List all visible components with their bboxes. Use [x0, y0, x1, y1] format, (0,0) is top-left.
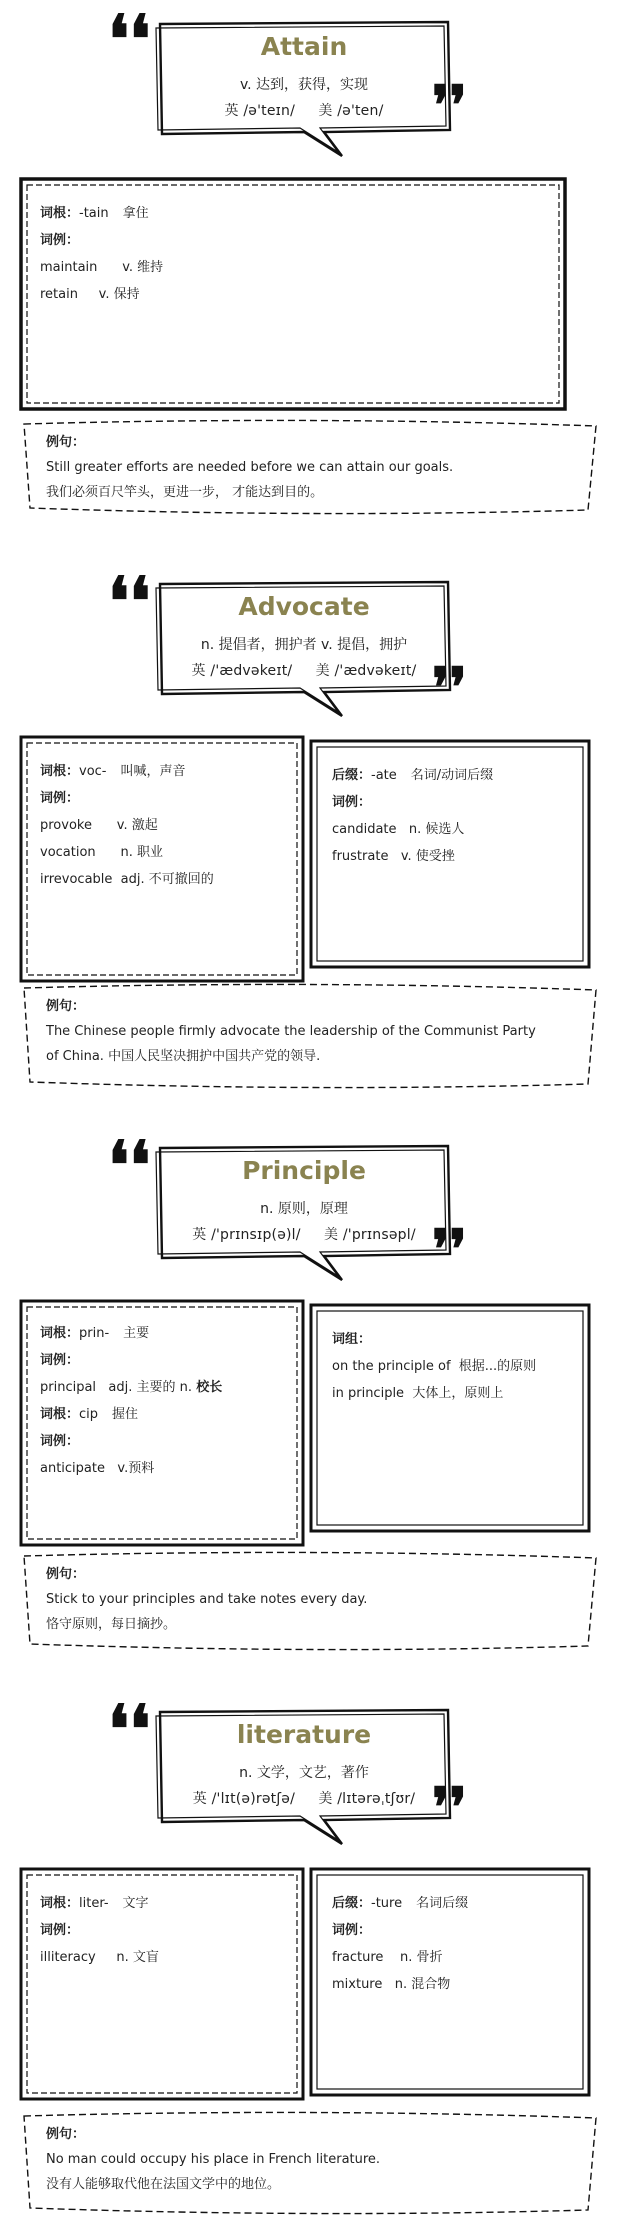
root-meaning: 握住 — [112, 1407, 139, 1422]
quote-close-icon: ❜❜ — [432, 1217, 467, 1281]
sentence-label: 例句： — [46, 1567, 86, 1582]
root-meaning: 文字 — [122, 1896, 149, 1911]
word-phonetics — [154, 1788, 454, 1808]
example-item: provoke v. 激起 — [40, 818, 158, 833]
example-item: retain v. 保持 — [40, 287, 140, 302]
example-item: maintain v. 维持 — [40, 260, 164, 275]
word-phonetics — [154, 100, 454, 120]
sentence-en: No man could occupy his place in French literature. — [46, 2152, 381, 2167]
example-item-bold: 校长 — [196, 1380, 223, 1395]
word-definition: n. 原则，原理 — [260, 1201, 348, 1217]
quote-open-icon: ❛❛ — [108, 1126, 151, 1204]
phrase-label: 词组： — [332, 1332, 372, 1347]
example-item: candidate n. 候选人 — [332, 822, 465, 837]
suffix-label: 后缀： — [332, 768, 372, 783]
word-header-box — [154, 1706, 454, 1828]
word-header-box — [154, 578, 454, 700]
suffix-value: -ture — [371, 1896, 403, 1911]
root-value: voc- — [79, 764, 107, 779]
example-item: fracture n. 骨折 — [332, 1950, 443, 1965]
suffix-meaning: 名词后缀 — [416, 1896, 469, 1911]
examples-label: 词例： — [332, 1923, 372, 1938]
suffix-box — [308, 738, 594, 972]
root-meaning: 拿住 — [122, 206, 149, 221]
phrase-item: in principle 大体上，原则上 — [332, 1386, 504, 1401]
word-definition: v. 达到，获得，实现 — [239, 77, 369, 93]
suffix-label: 后缀： — [332, 1896, 372, 1911]
phonetic-us: /ə'ten/ — [337, 103, 384, 119]
phrase-item: on the principle of 根据...的原则 — [332, 1359, 537, 1374]
examples-label: 词例： — [40, 791, 80, 806]
sentence-en: Still greater efforts are needed before we can attain our goals. — [46, 460, 454, 475]
example-item: principal adj. 主要的 n. — [40, 1380, 193, 1395]
phonetic-uk: /'prɪnsɪp(ə)l/ — [211, 1227, 301, 1243]
sentence-en: The Chinese people firmly advocate the leadership of the Communist Party — [46, 1024, 536, 1039]
root-value: -tain — [79, 206, 109, 221]
examples-label: 词例： — [332, 795, 372, 810]
sentence-box — [16, 418, 604, 518]
word-phonetics — [154, 660, 454, 680]
examples-label: 词例： — [40, 1353, 80, 1368]
word-title: Principle — [242, 1156, 366, 1185]
root-value: liter- — [79, 1896, 109, 1911]
phonetic-uk-label: 英 — [192, 1227, 207, 1243]
sentence-label: 例句： — [46, 999, 86, 1014]
quote-close-icon: ❜❜ — [432, 1775, 467, 1839]
root-label: 词根： — [40, 1407, 80, 1422]
phonetic-uk: /'lɪt(ə)rətʃə/ — [211, 1791, 296, 1807]
root-meaning: 主要 — [123, 1326, 150, 1341]
quote-close-icon: ❜❜ — [432, 655, 467, 719]
sentence-label: 例句： — [46, 435, 86, 450]
phonetic-uk: /ə'teɪn/ — [243, 103, 296, 119]
root-box — [18, 176, 570, 414]
quote-open-icon: ❛❛ — [108, 0, 151, 78]
root-label: 词根： — [40, 764, 80, 779]
phonetic-us-label: 美 — [315, 663, 330, 679]
example-item: vocation n. 职业 — [40, 845, 163, 860]
word-card-principle — [0, 1126, 618, 1686]
quote-close-icon: ❜❜ — [432, 73, 467, 137]
word-card-advocate — [0, 562, 618, 1122]
sentence-box — [16, 982, 604, 1092]
word-definition: n. 文学，文艺，著作 — [239, 1765, 369, 1781]
sentence-zh: 我们必须百尺竿头，更进一步， 才能达到目的。 — [46, 485, 324, 500]
phonetic-us: /'ædvəkeɪt/ — [334, 663, 417, 679]
suffix-meaning: 名词/动词后缀 — [410, 768, 494, 783]
sentence-label: 例句： — [46, 2127, 86, 2142]
example-item: frustrate v. 使受挫 — [332, 849, 455, 864]
word-title: literature — [236, 1720, 372, 1749]
sentence-box — [16, 2110, 604, 2218]
root-value: prin- — [79, 1326, 110, 1341]
examples-label: 词例： — [40, 1923, 80, 1938]
phonetic-uk-label: 英 — [192, 1791, 207, 1807]
phonetic-us: /'prɪnsəpl/ — [342, 1227, 416, 1243]
sentence-zh: 中国人民坚决拥护中国共产党的领导. — [108, 1049, 321, 1064]
root-box — [18, 1866, 308, 2104]
root-meaning: 叫喊，声音 — [120, 764, 186, 779]
examples-label: 词例： — [40, 233, 80, 248]
example-item: illiteracy n. 文盲 — [40, 1950, 159, 1965]
phonetic-uk-label: 英 — [191, 663, 206, 679]
root-value: cip — [79, 1407, 99, 1422]
root-box — [18, 1298, 308, 1550]
sentence-zh: 没有人能够取代他在法国文学中的地位。 — [46, 2177, 281, 2192]
word-phonetics — [154, 1224, 454, 1244]
phonetic-uk: /'ædvəkeɪt/ — [210, 663, 293, 679]
phonetic-uk-label: 英 — [224, 103, 239, 119]
word-header-box — [154, 18, 454, 140]
example-item: anticipate v.预料 — [40, 1461, 155, 1476]
phonetic-us-label: 美 — [318, 1791, 333, 1807]
suffix-box — [308, 1866, 594, 2100]
word-title: Advocate — [238, 592, 370, 621]
root-label: 词根： — [40, 1326, 80, 1341]
phrase-box — [308, 1302, 594, 1536]
sentence-en-cont: of China. — [46, 1049, 104, 1064]
word-definition: n. 提倡者，拥护者 v. 提倡，拥护 — [200, 637, 408, 653]
example-item: irrevocable adj. 不可撤回的 — [40, 872, 214, 887]
root-box — [18, 734, 308, 986]
sentence-zh: 恪守原则，每日摘抄。 — [46, 1617, 177, 1632]
quote-open-icon: ❛❛ — [108, 562, 151, 640]
sentence-en: Stick to your principles and take notes every day. — [46, 1592, 368, 1607]
suffix-value: -ate — [371, 768, 397, 783]
phonetic-us: /lɪtərəˌtʃʊr/ — [337, 1791, 416, 1807]
word-card-literature — [0, 1690, 618, 2240]
examples-label: 词例： — [40, 1434, 80, 1449]
word-header-box — [154, 1142, 454, 1264]
quote-open-icon: ❛❛ — [108, 1690, 151, 1768]
word-card-attain — [0, 0, 618, 520]
phonetic-us-label: 美 — [318, 103, 333, 119]
sentence-box — [16, 1550, 604, 1654]
phonetic-us-label: 美 — [324, 1227, 339, 1243]
example-item: mixture n. 混合物 — [332, 1977, 451, 1992]
root-label: 词根： — [40, 206, 80, 221]
root-label: 词根： — [40, 1896, 80, 1911]
word-title: Attain — [260, 32, 348, 61]
